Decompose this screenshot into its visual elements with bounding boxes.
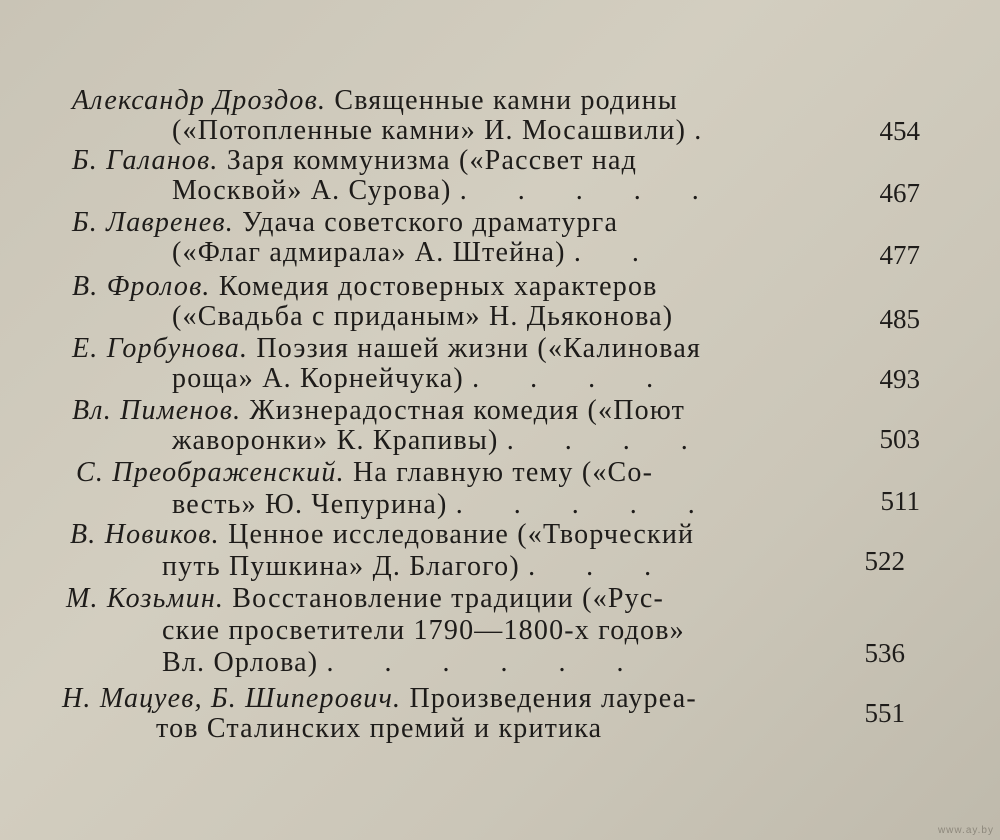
entry-line-1 — [72, 84, 678, 118]
leader-dots: . . . . . — [455, 489, 717, 520]
entry-line-2 — [172, 114, 723, 148]
leader-dots: . . . . . . — [326, 647, 646, 678]
watermark: www.ay.by — [937, 825, 994, 836]
entry-author: В. Новиков. — [70, 519, 220, 550]
entry-line-1 — [72, 206, 618, 240]
page-number: 503 — [879, 424, 920, 454]
page-number: 511 — [880, 486, 920, 516]
entry-line-2 — [172, 488, 717, 522]
entry-title-cont: («Флаг адмирала» А. Штейна) — [172, 237, 566, 268]
page-number: 522 — [864, 546, 905, 576]
entry-line-1 — [72, 144, 637, 178]
entry-title-cont: Москвой» А. Сурова) — [172, 175, 452, 206]
entry-author: Б. Галанов. — [72, 145, 219, 176]
entry-title: На главную тему («Со- — [344, 457, 654, 488]
entry-author: С. Преображенский. — [76, 457, 345, 488]
leader-dots: . . . . — [472, 363, 676, 394]
entry-line-1 — [72, 394, 685, 428]
entry-title-cont: тов Сталинских премий и критика — [156, 713, 603, 744]
entry-author: Е. Горбунова. — [72, 333, 249, 364]
page-number: 493 — [879, 364, 920, 394]
entry-line-1 — [62, 682, 697, 716]
entry-line-2 — [172, 300, 673, 334]
page-number: 477 — [879, 240, 920, 270]
entry-line-2 — [162, 614, 685, 648]
entry-title: Заря коммунизма («Рассвет над — [218, 145, 638, 176]
entry-line-1 — [72, 270, 658, 304]
entry-title-cont: Вл. Орлова) — [162, 647, 319, 678]
entry-title: Удача советского драматурга — [233, 207, 619, 238]
entry-title-cont: путь Пушкина» Д. Благого) — [162, 551, 520, 582]
entry-author: Б. Лавренев. — [72, 207, 234, 238]
entry-line-2 — [172, 174, 721, 208]
page-number: 454 — [879, 116, 920, 146]
entry-title-cont: жаворонки» К. Крапивы) — [172, 425, 499, 456]
page-number: 536 — [864, 638, 905, 668]
entry-title: Священные камни родины — [326, 85, 678, 116]
entry-author: Александр Дроздов. — [72, 85, 327, 116]
entry-line-2 — [156, 712, 602, 746]
entry-title: Восстановление традиции («Рус- — [224, 583, 665, 614]
entry-title-cont: («Свадьба с приданым» Н. Дьяконова) — [172, 301, 674, 332]
entry-author: В. Фролов. — [72, 271, 211, 302]
leader-dots: . — [694, 115, 724, 146]
page-number: 485 — [879, 304, 920, 334]
entry-line-1 — [72, 332, 701, 366]
entry-title: Жизнерадостная комедия («Поют — [241, 395, 686, 426]
page-number: 551 — [864, 698, 905, 728]
entry-line-1 — [70, 518, 694, 552]
leader-dots: . . . . . — [459, 175, 721, 206]
leader-dots: . . — [573, 237, 661, 268]
entry-title-cont: («Потопленные камни» И. Мосашвили) — [172, 115, 687, 146]
entry-title: Ценное исследование («Творческий — [219, 519, 695, 550]
entry-title: Поэзия нашей жизни («Калиновая — [248, 333, 702, 364]
entry-line-1 — [76, 456, 653, 490]
entry-title-cont: роща» А. Корнейчука) — [172, 363, 464, 394]
entry-title: Комедия достоверных характеров — [210, 271, 658, 302]
leader-dots: . . . — [528, 551, 674, 582]
entry-line-1 — [66, 582, 664, 616]
entry-author: Вл. Пименов. — [72, 395, 242, 426]
entry-line-2 — [162, 550, 673, 584]
entry-author: Н. Мацуев, Б. Шиперович. — [62, 683, 402, 714]
entry-title-cont: весть» Ю. Чепурина) — [172, 489, 448, 520]
entry-line-2 — [172, 424, 710, 458]
entry-line-2 — [172, 362, 675, 396]
entry-author: М. Козьмин. — [66, 583, 225, 614]
entry-title: Произведения лауреа- — [401, 683, 697, 714]
entry-line-3 — [162, 646, 645, 680]
leader-dots: . . . . — [506, 425, 710, 456]
entry-line-2 — [172, 236, 661, 270]
entry-title-cont: ские просветители 1790—1800-х годов» — [162, 615, 685, 646]
page-number: 467 — [879, 178, 920, 208]
